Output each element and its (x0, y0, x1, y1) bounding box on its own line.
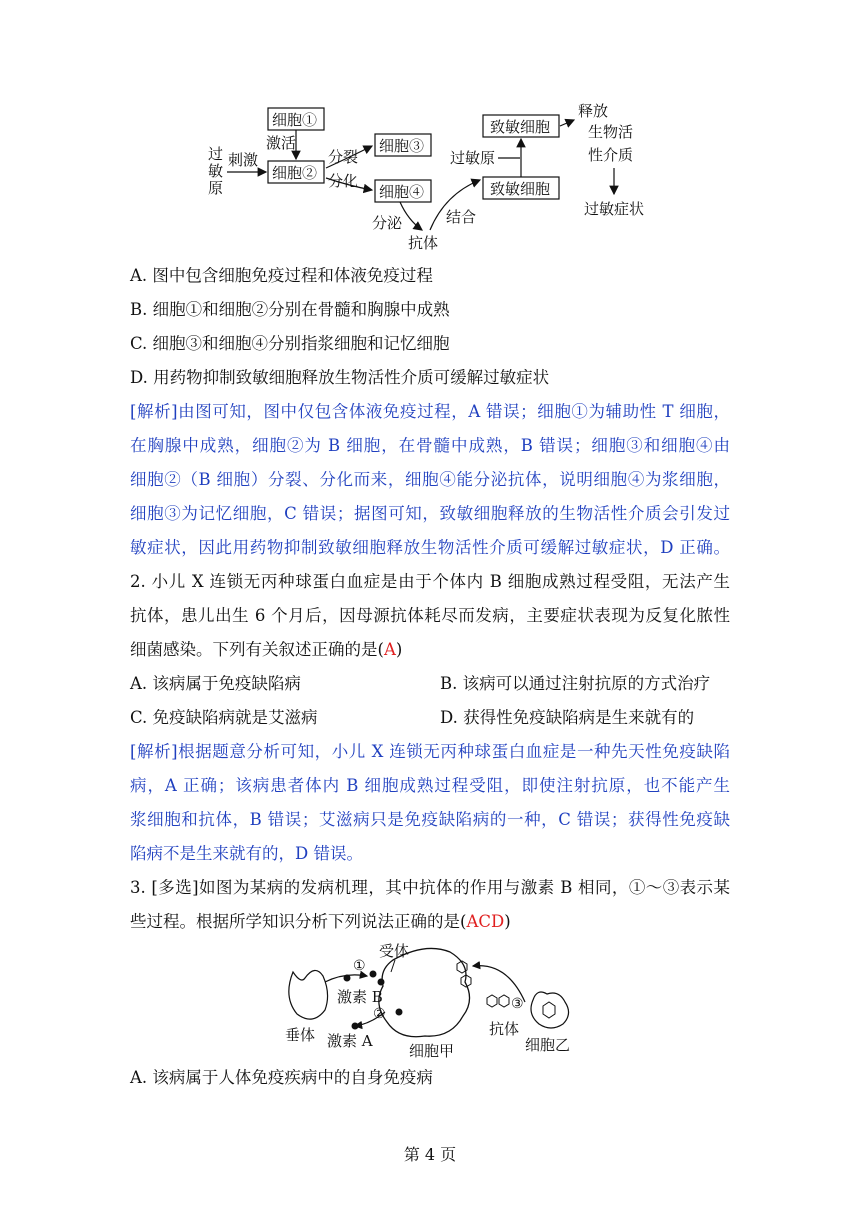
q2-option-a: A. 该病属于免疫缺陷病 (130, 674, 301, 693)
page-number: 第 4 页 (403, 1145, 457, 1164)
q1-analysis-line-2: 在胸腺中成熟，细胞②为 B 细胞，在骨髓中成熟，B 错误；细胞③和细胞④由 (130, 436, 730, 455)
q2-stem-line-3 (130, 640, 730, 660)
q3-stem-text: 些过程。根据所学知识分析下列说法正确的是( (130, 912, 467, 931)
allergen-char-1: 过 (208, 145, 224, 163)
disease-mechanism-diagram (275, 942, 575, 1060)
differentiate-label: 分化 (328, 172, 359, 190)
q1-analysis-line-5: 敏症状，因此用药物抑制致敏细胞释放生物活性介质可缓解过敏症状，D 正确。 (130, 538, 730, 557)
q2-option-c: C. 免疫缺陷病就是艾滋病 (130, 708, 318, 727)
cell2-label: 细胞② (272, 164, 318, 182)
receptor-label: 受体 (379, 942, 410, 960)
q2-option-b: B. 该病可以通过注射抗原的方式治疗 (440, 674, 711, 693)
q2-stem-line-2: 抗体，患儿出生 6 个月后，因母源抗体耗尽而发病，主要症状表现为反复化脓性 (130, 606, 730, 625)
q1-analysis-line-3: 细胞②（B 细胞）分裂、分化而来，细胞④能分泌抗体，说明细胞④为浆细胞， (130, 470, 730, 489)
q3-answer: ACD (466, 912, 505, 931)
activate-label: 激活 (266, 134, 297, 152)
allergen-mid-label: 过敏原 (450, 149, 496, 167)
pituitary-shape (289, 970, 328, 1019)
divide-label: 分裂 (328, 148, 359, 166)
bind-label: 结合 (446, 208, 477, 226)
hormone-b-label: 激素 B (337, 988, 383, 1006)
q1-option-b: B. 细胞①和细胞②分别在骨髓和胸腺中成熟 (130, 300, 450, 319)
step3-label: ③ (511, 996, 524, 1012)
antibody-label: 抗体 (489, 1020, 520, 1038)
cell-a-label: 细胞甲 (409, 1042, 455, 1060)
q2-close-paren: ) (395, 640, 403, 659)
cell3-label: 细胞③ (379, 137, 425, 155)
q1-analysis-line-1: [解析]由图可知，图中仅包含体液免疫过程，A 错误；细胞①为辅助性 T 细胞， (130, 402, 730, 421)
q3-close-paren: ) (504, 912, 511, 931)
q2-answer: A (383, 640, 396, 659)
pituitary-label: 垂体 (285, 1026, 316, 1044)
q1-option-c: C. 细胞③和细胞④分别指浆细胞和记忆细胞 (130, 334, 450, 353)
q2-option-d: D. 获得性免疫缺陷病是生来就有的 (440, 708, 695, 727)
cell-b-label: 细胞乙 (525, 1036, 571, 1054)
q2-analysis-line-3: 浆细胞和抗体，B 错误；艾滋病只是免疫缺陷病的一种，C 错误；获得性免疫缺 (130, 810, 730, 829)
release-line-1: 释放 (578, 102, 609, 120)
q3-stem-line-1: 3. [多选]如图为某病的发病机理，其中抗体的作用与激素 B 相同，①～③表示某 (130, 878, 730, 897)
antibody-label: 抗体 (408, 234, 439, 252)
step2-label: ② (373, 1006, 386, 1022)
q2-stem-text: 细菌感染。下列有关叙述正确的是( (130, 640, 384, 659)
q1-option-d: D. 用药物抑制致敏细胞释放生物活性介质可缓解过敏症状 (130, 368, 550, 387)
q2-analysis-line-1: [解析]根据题意分析可知，小儿 X 连锁无丙种球蛋白血症是一种先天性免疫缺陷 (130, 742, 730, 761)
allergen-char-3: 原 (208, 179, 224, 197)
q2-analysis-line-2: 病，A 正确；该病患者体内 B 细胞成熟过程受阻，即使注射抗原，也不能产生 (130, 776, 730, 795)
q1-analysis-line-4: 细胞③为记忆细胞，C 错误；据图可知，致敏细胞释放的生物活性介质会引发过 (130, 504, 730, 523)
secrete-label: 分泌 (372, 214, 403, 232)
release-line-3: 性介质 (588, 146, 634, 164)
q2-stem-line-1: 2. 小儿 X 连锁无丙种球蛋白血症是由于个体内 B 细胞成熟过程受阻，无法产生 (130, 572, 730, 591)
q3-stem-line-2 (130, 912, 730, 932)
sensitized-cell-label-bottom: 致敏细胞 (490, 180, 551, 198)
q2-analysis-line-4: 陷病不是生来就有的，D 错误。 (130, 844, 363, 863)
q1-option-a: A. 图中包含细胞免疫过程和体液免疫过程 (130, 266, 433, 285)
q3-option-a: A. 该病属于人体免疫疾病中的自身免疫病 (130, 1068, 433, 1087)
cell-a-shape (379, 948, 470, 1036)
cell4-label: 细胞④ (379, 183, 425, 201)
hormone-a-label: 激素 A (327, 1032, 373, 1050)
release-line-2: 生物活 (588, 123, 634, 141)
cell-b-shape (531, 992, 569, 1028)
stimulate-label: 刺激 (228, 151, 259, 169)
allergy-diagram (200, 102, 670, 254)
cell1-label: 细胞① (272, 111, 318, 129)
sensitized-cell-label-top: 致敏细胞 (490, 118, 551, 136)
symptom-label: 过敏症状 (584, 200, 645, 218)
allergen-char-2: 敏 (208, 162, 224, 180)
step1-label: ① (353, 958, 366, 974)
